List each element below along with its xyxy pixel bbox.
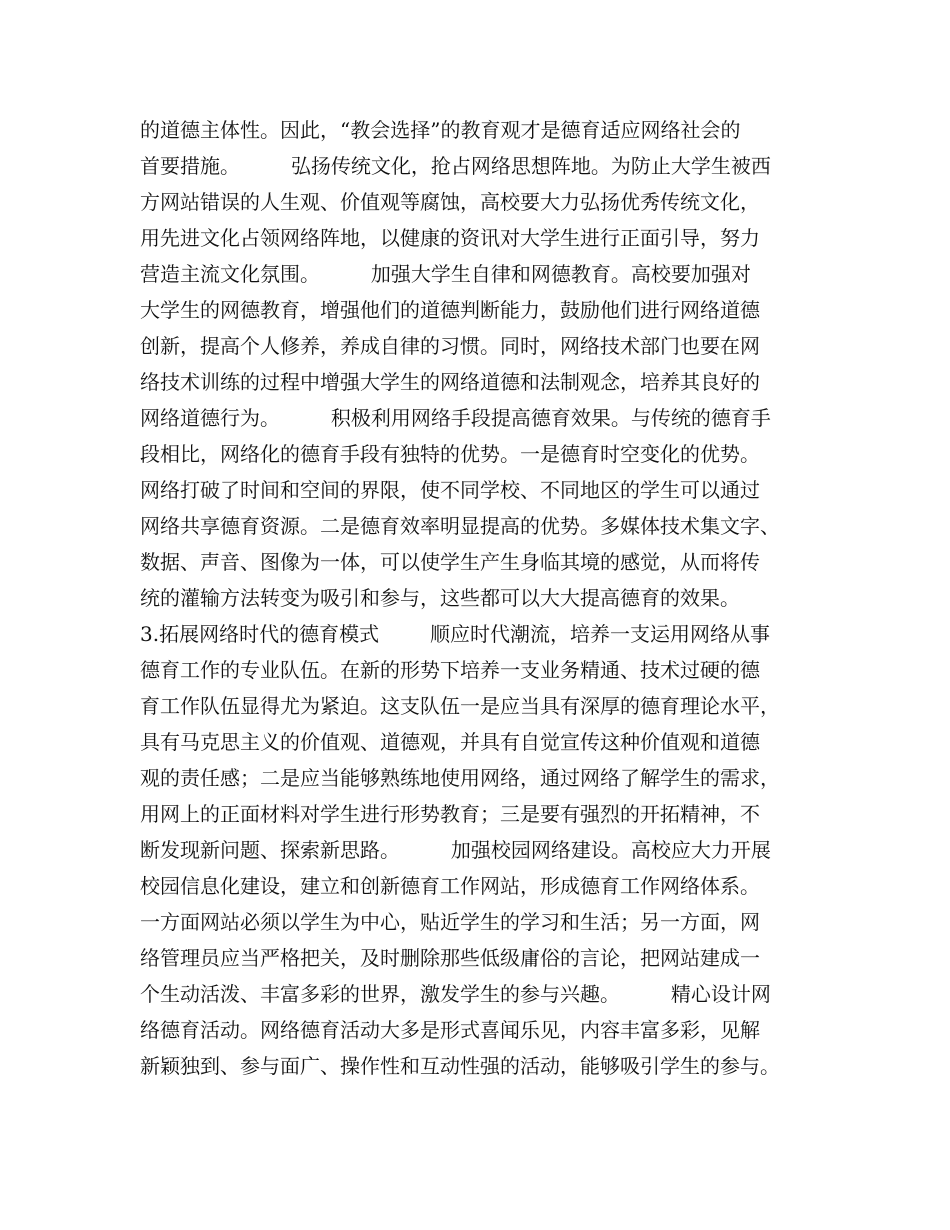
text-line: 育工作队伍显得尤为紧迫。这支队伍一是应当具有深厚的德育理论水平， [140,694,780,718]
text-line: 方网站错误的人生观、价值观等腐蚀，高校要大力弘扬优秀传统文化， [140,190,760,214]
text-line: 创新，提高个人修养，养成自律的习惯。同时，网络技术部门也要在网 [140,334,760,358]
text-line: 3.拓展网络时代的德育模式 顺应时代潮流，培养一支运用网络从事 [140,622,770,646]
text-line: 德育工作的专业队伍。在新的形势下培养一支业务精通、技术过硬的德 [140,658,760,682]
text-line: 观的责任感；二是应当能够熟练地使用网络，通过网络了解学生的需求， [140,766,780,790]
text-line: 数据、声音、图像为一体，可以使学生产生身临其境的感觉，从而将传 [140,550,760,574]
text-line: 络技术训练的过程中增强大学生的网络道德和法制观念，培养其良好的 [140,370,760,394]
text-line: 络德育活动。网络德育活动大多是形式喜闻乐见，内容丰富多彩，见解 [140,1018,760,1042]
text-line: 统的灌输方法转变为吸引和参与，这些都可以大大提高德育的效果。 [140,586,740,610]
text-line: 网络打破了时间和空间的界限，使不同学校、不同地区的学生可以通过 [140,478,760,502]
text-line: 的道德主体性。因此，“教会选择”的教育观才是德育适应网络社会的 [140,118,741,142]
body-text [140,112,830,1084]
text-line: 用网上的正面材料对学生进行形势教育；三是要有强烈的开拓精神，不 [140,802,760,826]
text-line: 校园信息化建设，建立和创新德育工作网站，形成德育工作网络体系。 [140,874,760,898]
text-line: 网络共享德育资源。二是德育效率明显提高的优势。多媒体技术集文字、 [140,514,780,538]
text-line: 大学生的网德教育，增强他们的道德判断能力，鼓励他们进行网络道德 [140,298,760,322]
text-line: 一方面网站必须以学生为中心，贴近学生的学习和生活；另一方面，网 [140,910,760,934]
text-line: 营造主流文化氛围。 加强大学生自律和网德教育。高校要加强对 [140,262,751,286]
text-line: 网络道德行为。 积极利用网络手段提高德育效果。与传统的德育手 [140,406,771,430]
text-line: 个生动活泼、丰富多彩的世界，激发学生的参与兴趣。 精心设计网 [140,982,771,1006]
text-line: 具有马克思主义的价值观、道德观，并具有自觉宣传这种价值观和道德 [140,730,760,754]
text-line: 断发现新问题、探索新思路。 加强校园网络建设。高校应大力开展 [140,838,771,862]
text-line: 用先进文化占领网络阵地，以健康的资讯对大学生进行正面引导，努力 [140,226,760,250]
text-line: 段相比，网络化的德育手段有独特的优势。一是德育时空变化的优势。 [140,442,760,466]
text-line: 络管理员应当严格把关，及时删除那些低级庸俗的言论，把网站建成一 [140,946,760,970]
text-line: 新颖独到、参与面广、操作性和互动性强的活动，能够吸引学生的参与。 [140,1054,780,1078]
text-line: 首要措施。 弘扬传统文化，抢占网络思想阵地。为防止大学生被西 [140,154,771,178]
